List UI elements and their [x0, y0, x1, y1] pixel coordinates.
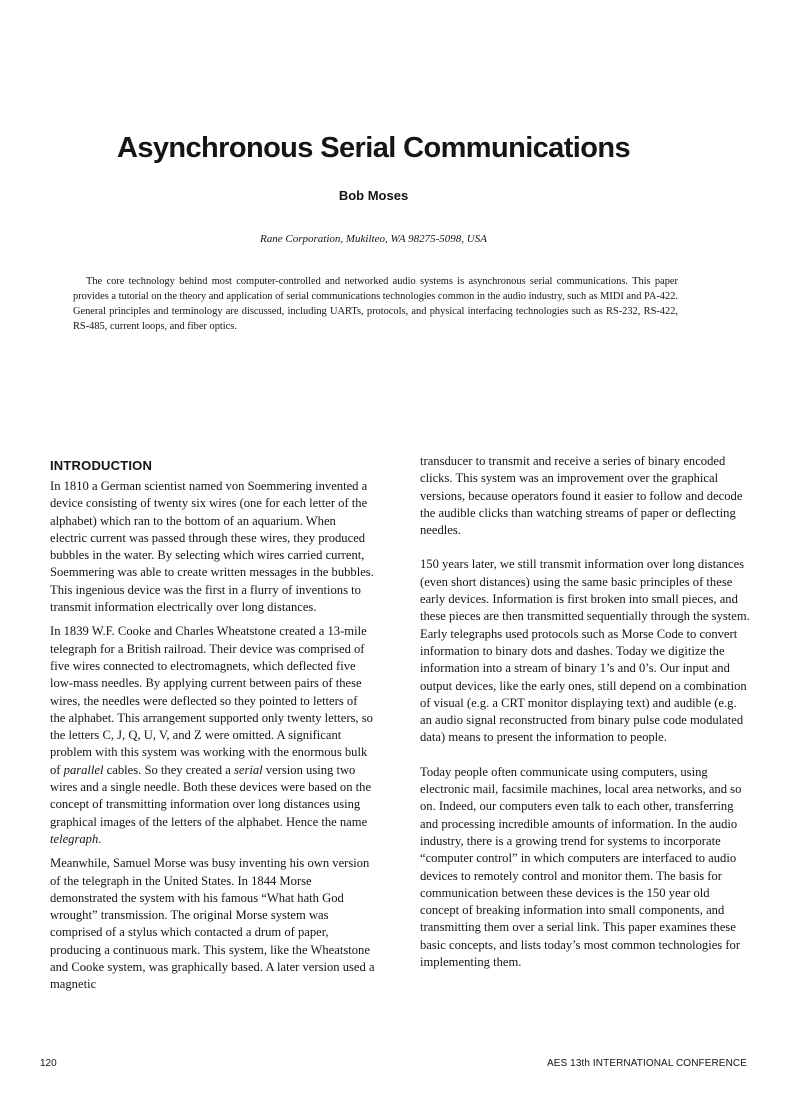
paper-title: Asynchronous Serial Communications [117, 132, 630, 164]
conference-footer: AES 13th INTERNATIONAL CONFERENCE [546, 1058, 747, 1069]
intro-paragraph-4: transducer to transmit and receive a series of binary encoded clicks. This system was an improvement over the graphical versions, because operators found it easier to follow and decode the audible clicks than watching streams of paper or deflecting needles. [420, 454, 743, 538]
intro-paragraph-2 [50, 623, 375, 848]
left-column [50, 456, 375, 1001]
emphasis-parallel: parallel [63, 762, 104, 777]
emphasis-serial: serial [233, 762, 263, 777]
intro-paragraph-2-text-b: cables. So they created a [103, 762, 234, 777]
right-column [420, 453, 750, 988]
author-affiliation: Rane Corporation, Mukilteo, WA 98275-5098, USA [260, 233, 487, 245]
intro-paragraph-6: Today people often communicate using computers, using electronic mail, facsimile machines, local area networks, and so on. Indeed, our computers even talk to each other, transferring and processing incredible amounts of information. In the audio industry, there is a growing trend for systems to incorporate “computer control” in which computers are interfaced to audio devices to remotely control and monitor them. The basis for communication between these devices is the 150 year old concept of breaking information into small components, and transmitting them over a serial link. This paper examines these basic concepts, and lists today’s most common technologies for implementing them. [420, 764, 742, 970]
abstract: The core technology behind most computer-controlled and networked audio systems is asynchronous serial communications. This paper provides a tutorial on the theory and application of serial communications technologies common in the audio industry, such as MIDI and PA-422. General principles and terminology are discussed, including UARTs, protocols, and physical interfacing technologies such as RS-232, RS-422, RS-485, current loops, and fiber optics. [73, 276, 678, 332]
emphasis-telegraph: telegraph [50, 831, 99, 846]
intro-paragraph-2-text-c: version using two wires and a single needle. Both these devices were based on the concept of transmitting information over long distances using graphical images of the letters of the alphabet. Hence the name [50, 762, 372, 829]
author-name: Bob Moses [338, 188, 409, 203]
intro-paragraph-2-text-a: In 1839 W.F. Cooke and Charles Wheatstone created a 13-mile telegraph for a British railroad. Their device was comprised of five wires connected to electromagnets, which deflected five low-mass needles. By applying current between pairs of these wires, the needles were deflected so they pointed to letters of the alphabet. This arrangement supported only twenty letters, so the letters C, J, Q, U, V, and Z were omitted. A significant problem with this system was working with the enormous bulk of [50, 624, 373, 777]
intro-paragraph-3: Meanwhile, Samuel Morse was busy inventing his own version of the telegraph in the United States. In 1844 Morse demonstrated the system with his famous “What hath God wrought” transmission. The original Morse system was comprised of a stylus which contacted a drum of paper, producing a continuous mark. This system, like the Wheatstone and Cooke system, was graphically based. A later version used a magnetic [50, 856, 375, 992]
intro-paragraph-1: In 1810 a German scientist named von Soemmering invented a device consisting of twenty six wires (one for each letter of the alphabet) which ran to the bottom of an aquarium. When electric current was passed through these wires, they produced bubbles in the water. By selecting which wires carried current, Soemmering was able to create written messages in the bubbles. This ingenious device was the first in a flurry of inventions to transmit information electrically over long distances. [50, 479, 374, 615]
intro-paragraph-5: 150 years later, we still transmit information over long distances (even short distances) using the same basic principles of these early devices. Information is first broken into small pieces, and these pieces are then transmitted sequentially through the system. Early telegraphs used protocols such as Morse Code to convert information to binary dots and dashes. Today we digitize the information into a stream of binary 1’s and 0’s. Our input and output devices, like the early ones, still depend on a combination of visual (e.g. a CRT monitor displaying text) and audible (e.g. an audio signal reconstructed from binary pulse code modulated data) means to present the information to people. [420, 557, 750, 745]
page-number: 120 [40, 1058, 57, 1069]
intro-paragraph-2-text-d: . [98, 831, 102, 846]
section-heading-introduction: INTRODUCTION [50, 458, 153, 473]
